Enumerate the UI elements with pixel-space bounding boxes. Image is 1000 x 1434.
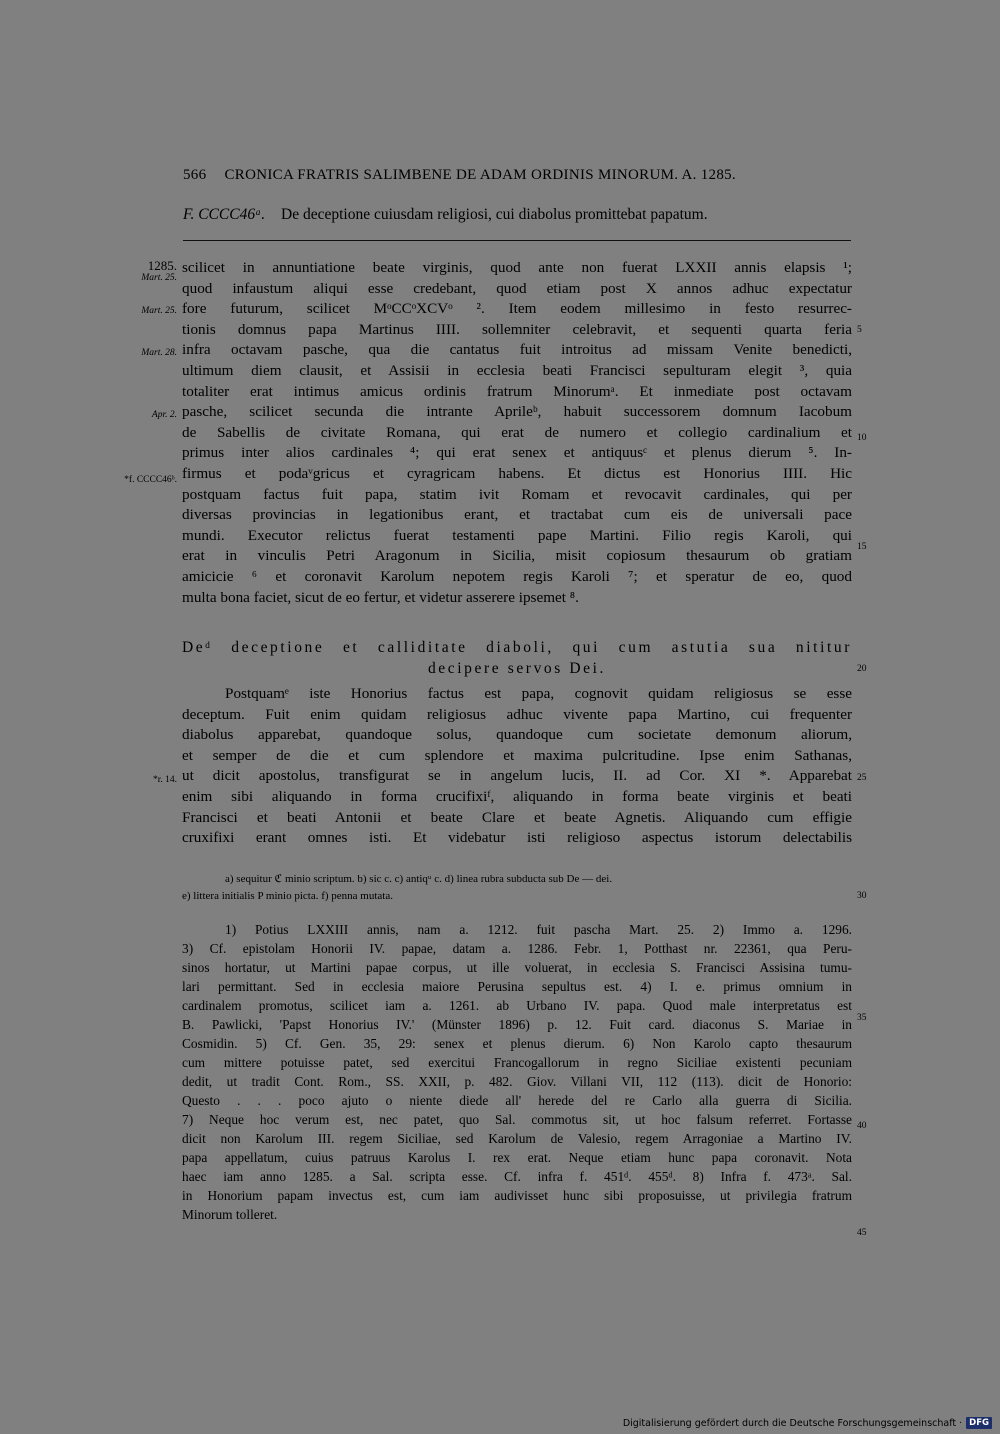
footnote-line: papa appellatum, cuius patruus Karolus I. rex erat. Neque etiam hunc papa coronavit. Nota bbox=[182, 1150, 852, 1165]
footnote-line: dedit, ut tradit Cont. Rom., SS. XXII, p. 482. Giov. Villani VII, 112 (113). dicit de Honorio: bbox=[182, 1074, 852, 1089]
text-line: cruxifixi erant omnes isti. Et videbatur isti religioso aspectus istorum delectabilis bbox=[182, 829, 852, 847]
running-header bbox=[183, 167, 736, 184]
margin-year: 1285. bbox=[147, 258, 177, 273]
line-number: 5 bbox=[857, 325, 862, 335]
footnote-line: cum mittere potuisse patet, sed exercitui Francogallorum in regno Siciliae existenti pecuniam bbox=[182, 1055, 852, 1070]
footnote-line: lari permittant. Sed in ecclesia maiore Perusina sepultus est. 4) I. e. primus omnium in bbox=[182, 979, 852, 994]
text-line: ultimum diem clausit, et Assisii in ecclesia beati Francisci sepulturam elegit ³, quia bbox=[182, 361, 852, 379]
section-heading bbox=[183, 206, 708, 224]
apparatus-line: e) littera initialis P minio picta. f) penna mutata. bbox=[182, 890, 393, 902]
footnote-line: B. Pawlicki, 'Papst Honorius IV.' (Münster 1896) p. 12. Fuit card. diaconus S. Mariae in bbox=[182, 1017, 852, 1032]
critical-apparatus bbox=[182, 871, 850, 905]
line-number: 15 bbox=[857, 542, 867, 552]
footnote-line: Minorum tolleret. bbox=[182, 1207, 278, 1222]
text-line: Francisci et beati Antonii et beate Clare et beate Agnetis. Aliquando cum effigie bbox=[182, 808, 852, 826]
margin-date: Mart. 25. bbox=[141, 306, 177, 316]
footnote-line: 7) Neque hoc verum est, nec patet, quo Sal. commotus sit, ut hoc falsum referret. Fortasse bbox=[182, 1112, 852, 1127]
text-line: totaliter erat intimus amicus ordinis fratrum Minorumᵃ. Et inmediate post octavam bbox=[182, 382, 852, 400]
footnote-line: haec iam anno 1285. a Sal. scripta esse. Cf. infra f. 451ᵈ. 455ᵈ. 8) Infra f. 473ᵃ. Sal. bbox=[182, 1169, 852, 1184]
line-number: 35 bbox=[857, 1013, 867, 1023]
footnote-line: cardinalem promotus, scilicet iam a. 1261. ab Urbano IV. papa. Quod male interpretatus est bbox=[182, 998, 852, 1013]
text-line: de Sabellis de civitate Romana, qui erat de numero et collegio cardinalium et bbox=[182, 423, 852, 441]
text-line: Postquamᵉ iste Honorius factus est papa, cognovit quidam religiosus se esse bbox=[225, 685, 852, 702]
text-line: infra octavam pasche, qua die cantatus fuit introitus ad missam Venite benedicti, bbox=[182, 341, 852, 359]
heading-rule bbox=[183, 240, 851, 241]
footnote-line: Cosmidin. 5) Cf. Gen. 35, 29: senex et plenus dierum. 6) Non Karolo capto thesaurum bbox=[182, 1036, 852, 1051]
text-line: enim sibi aliquando in forma crucifixiᶠ, aliquando in forma beate virginis et beati bbox=[182, 787, 852, 805]
line-number: 40 bbox=[857, 1121, 867, 1131]
text-line: scilicet in annuntiatione beate virginis, quod ante non fuerat LXXII annis elapsis ¹; bbox=[182, 259, 852, 276]
text-line: tionis domnus papa Martinus IIII. sollemniter celebravit, et sequenti quarta feria bbox=[182, 320, 852, 338]
credit-text: Digitalisierung gefördert durch die Deutsche Forschungsgemeinschaft · bbox=[622, 1417, 963, 1429]
text-line: pasche, scilicet secunda die intrante Aprileᵇ, habuit successorem domnum Iacobum bbox=[182, 403, 852, 421]
margin-date: Apr. 2. bbox=[151, 410, 177, 420]
margin-date: Mart. 28. bbox=[141, 348, 177, 358]
text-line: erat in vinculis Petri Aragonum in Sicilia, misit copiosum thesaurum ob gratiam bbox=[182, 547, 852, 565]
text-line: et semper de die et cum splendore et maxima pulcritudine. Ipse enim Sathanas, bbox=[182, 746, 852, 764]
line-number: 10 bbox=[857, 433, 867, 443]
footnote-line: Questo . . . poco ajuto o niente diede all' herede del re Carlo alla guerra di Sicilia. bbox=[182, 1093, 852, 1108]
text-line: mundi. Executor relictus fuerat testamenti pape Martini. Filio regis Karoli, qui bbox=[182, 526, 852, 544]
folio-reference: F. CCCC46ᵃ. bbox=[183, 206, 266, 223]
line-number: 45 bbox=[857, 1228, 867, 1238]
text-line: firmus et podaᵛgricus et cyragricam habens. Et dictus est Honorius IIII. Hic bbox=[182, 464, 852, 482]
chapter-heading-line: decipere servos Dei. bbox=[427, 659, 607, 677]
footnote-line: dicit non Karolum III. regem Siciliae, sed Karolum de Valesio, regem Arragoniae a Martino IV. bbox=[182, 1131, 852, 1146]
digitization-credit bbox=[623, 1416, 992, 1430]
text-line: primus inter alios cardinales ⁴; qui erat senex et antiquusᶜ et plenus dierum ⁵. In- bbox=[182, 444, 852, 462]
apparatus-line: a) sequitur ℭ minio scriptum. b) sic c. c) antiqᵘ c. d) linea rubra subducta sub De — dei. bbox=[225, 873, 613, 885]
line-number: 25 bbox=[857, 773, 867, 783]
text-line: deceptum. Fuit enim quidam religiosus adhuc vivente papa Martino, cui frequenter bbox=[182, 705, 852, 723]
text-line: diabolus apparebat, quandoque solus, quandoque cum societate demonum aliorum, bbox=[182, 726, 852, 744]
text-line: diversas provincias in legationibus erant, et tractabat cum eis de universali pace bbox=[182, 506, 852, 524]
text-line: postquam factus fuit papa, statim ivit Romam et revocavit cardinales, qui per bbox=[182, 485, 852, 503]
chapter-heading bbox=[182, 638, 852, 679]
margin-folio: *f. CCCC46ᵇ. bbox=[124, 475, 177, 485]
text-line: quod infaustum aliqui esse credebant, quod etiam post X annos adhuc expectatur bbox=[182, 279, 852, 297]
footnote-line: in Honorium papam invectus est, cum iam audivisset hunc sibi proposuisse, ut privilegia fratrum bbox=[182, 1188, 852, 1203]
dfg-logo: DFG bbox=[966, 1417, 992, 1429]
text-line: amicicie ⁶ et coronavit Karolum nepotem regis Karoli ⁷; et speratur de eo, quod bbox=[182, 567, 852, 585]
main-paragraph bbox=[182, 258, 852, 608]
page-number: 566 bbox=[183, 167, 207, 183]
chapter-heading-line: Deᵈ deceptione et calliditate diaboli, qui cum astutia sua nititur bbox=[182, 639, 852, 656]
text-line: multa bona faciet, sicut de eo fertur, et videtur asserere ipsemet ⁸. bbox=[182, 588, 579, 606]
footnotes bbox=[182, 920, 852, 1224]
main-paragraph bbox=[182, 684, 852, 849]
section-title: De deceptione cuiusdam religiosi, cui diabolus promittebat papatum. bbox=[281, 206, 708, 223]
footnote-line: 3) Cf. epistolam Honorii IV. papae, datam a. 1286. Febr. 1, Potthast nr. 22361, qua Peru- bbox=[182, 941, 852, 956]
text-line: fore futurum, scilicet MᵒCCᵒXCVᵒ ². Item eodem millesimo in festo resurrec- bbox=[182, 300, 852, 318]
running-title: CRONICA FRATRIS SALIMBENE DE ADAM ORDINIS MINORUM. A. 1285. bbox=[224, 167, 736, 183]
footnote-line: 1) Potius LXXIII annis, nam a. 1212. fuit pascha Mart. 25. 2) Immo a. 1296. bbox=[225, 922, 852, 937]
text-line: ut dicit apostolus, transfigurat se in angelum lucis, II. ad Cor. XI *. Apparebat bbox=[182, 767, 852, 785]
footnote-line: sinos hortatur, ut Martini papae corpus, ut ille voluerat, in ecclesia S. Francisci Assisina tumu- bbox=[182, 960, 852, 975]
margin-reference: *r. 14. bbox=[152, 775, 177, 785]
line-number: 30 bbox=[857, 891, 867, 901]
margin-date: Mart. 25. bbox=[141, 273, 177, 283]
line-number: 20 bbox=[857, 664, 867, 674]
